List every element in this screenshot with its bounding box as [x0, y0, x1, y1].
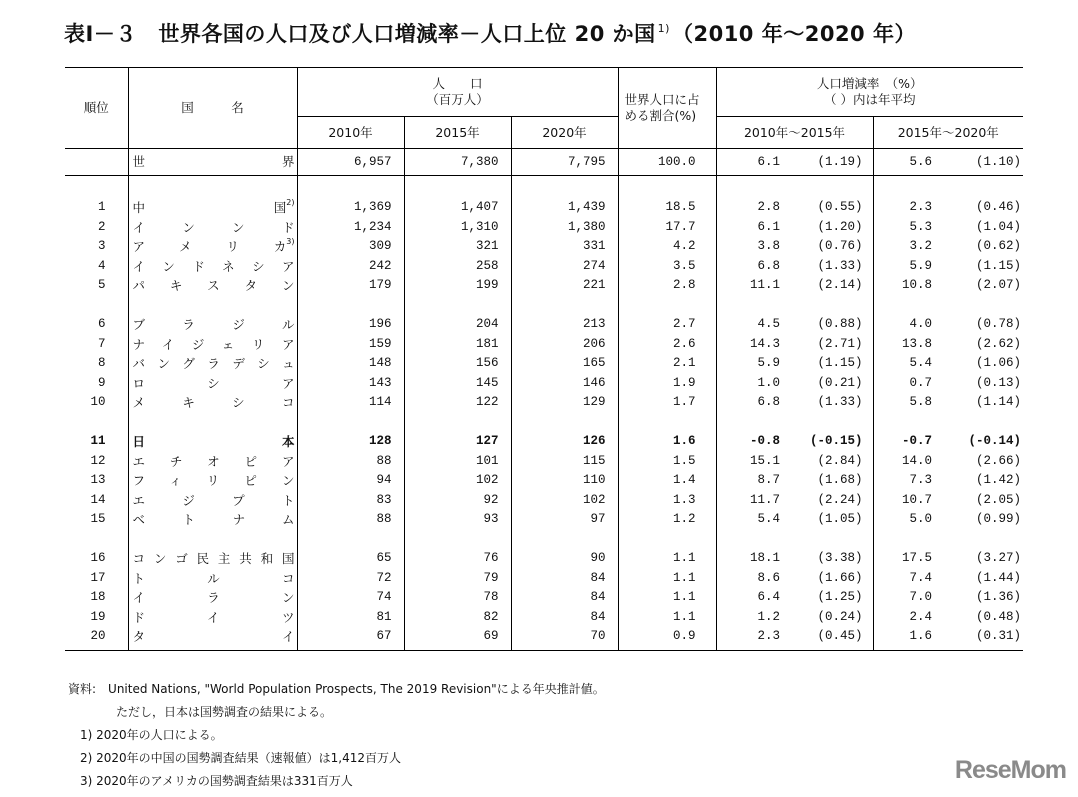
rate-2010-2015-annual: (1.33) [817, 395, 863, 409]
world-share: 1.3 [618, 491, 716, 511]
rate-2015-2020: 14.0 [873, 452, 945, 472]
population-2015: 199 [404, 276, 511, 296]
rate-2015-2020-annual: (1.42) [975, 473, 1021, 487]
rate-2010-2015-annual: (1.33) [817, 258, 863, 273]
header-year-2010: 2010年 [297, 117, 404, 149]
rate-2015-2020-annual: (2.07) [975, 278, 1021, 292]
country-name: ロシア [132, 375, 295, 391]
population-2010: 1,234 [297, 218, 404, 238]
population-2020: 146 [511, 374, 618, 394]
world-share: 1.1 [618, 588, 716, 608]
population-2015: 92 [404, 491, 511, 511]
rate-2015-2020: 10.8 [873, 276, 945, 296]
rate-2015-2020: 17.5 [873, 549, 945, 569]
table-row [65, 315, 1023, 335]
rank-cell [65, 149, 128, 176]
population-2010: 143 [297, 374, 404, 394]
table-row [65, 491, 1023, 511]
rate-2015-2020-annual: (0.48) [975, 609, 1021, 624]
world-share: 0.9 [618, 627, 716, 651]
population-2015: 122 [404, 393, 511, 413]
title-footnote: 1) [657, 22, 670, 35]
world-share: 17.7 [618, 218, 716, 238]
rate-2015-2020-annual: (1.10) [945, 149, 1023, 176]
rate-2015-2020: 5.6 [873, 149, 945, 176]
rate-2010-2015: 15.1 [716, 452, 790, 472]
country-name: パキスタン [132, 278, 295, 293]
rate-2015-2020-annual: (0.99) [975, 512, 1021, 526]
population-2020: 1,380 [511, 218, 618, 238]
population-2010: 65 [297, 549, 404, 569]
country-name-cell [128, 149, 297, 176]
country-name: ナイジェリア [132, 336, 295, 352]
population-2015: 79 [404, 569, 511, 589]
population-2010: 114 [297, 393, 404, 413]
rate-2010-2015: 6.4 [716, 588, 790, 608]
rate-2010-2015-annual: (0.21) [817, 375, 863, 390]
country-name: ドイツ [132, 609, 295, 625]
rank-cell: 3 [97, 239, 106, 253]
population-2010: 242 [297, 257, 404, 277]
rate-2010-2015-annual: (2.84) [817, 453, 863, 468]
population-2020: 84 [511, 608, 618, 628]
population-2015: 93 [404, 510, 511, 530]
population-2020: 129 [511, 393, 618, 413]
rank-cell: 9 [97, 375, 106, 390]
country-footnote: 2) [286, 198, 295, 207]
country-name-cell [128, 393, 297, 413]
rate-2015-2020-annual: (2.66) [975, 453, 1021, 468]
rate-2010-2015: 6.1 [716, 218, 790, 238]
country-name-cell [128, 608, 297, 628]
rate-2015-2020: 5.9 [873, 257, 945, 277]
rate-2010-2015: 6.8 [716, 257, 790, 277]
country-name: エジプト [132, 492, 295, 508]
rate-2010-2015-annual: (1.25) [817, 590, 863, 604]
table-row [65, 218, 1023, 238]
country-name-cell [128, 198, 297, 218]
rank-cell: 18 [90, 590, 106, 604]
country-name-cell [128, 452, 297, 472]
population-2015: 7,380 [404, 149, 511, 176]
rate-2010-2015: 6.8 [716, 393, 790, 413]
population-2010: 128 [297, 432, 404, 452]
world-share: 18.5 [618, 198, 716, 218]
rate-sublabel: （ ）内は年平均 [824, 92, 916, 107]
population-2010: 74 [297, 588, 404, 608]
header-year-2015: 2015年 [404, 117, 511, 149]
population-label: 人 口 [432, 76, 483, 91]
country-name: ブラジル [132, 317, 295, 332]
footnotes [68, 678, 605, 793]
population-2020: 221 [511, 276, 618, 296]
rate-2015-2020-annual: (-0.14) [968, 434, 1021, 448]
population-2020: 126 [511, 432, 618, 452]
rate-2015-2020-annual: (0.13) [975, 375, 1021, 390]
header-population [297, 68, 618, 117]
source-note: 資料: United Nations, "World Population Prospects, The 2019 Revision"による年央推計値。 [68, 682, 605, 696]
country-name-cell [128, 491, 297, 511]
country-name: ベトナム [132, 512, 295, 527]
title-period: （2010 年～2020 年） [671, 22, 916, 46]
population-2010: 72 [297, 569, 404, 589]
resemom-logo: ReseMom [954, 756, 1066, 784]
table-row [65, 354, 1023, 374]
rate-2015-2020: 3.2 [873, 237, 945, 257]
population-2015: 204 [404, 315, 511, 335]
rate-2015-2020: 5.3 [873, 218, 945, 238]
table-row [65, 257, 1023, 277]
rank-cell: 16 [90, 551, 106, 565]
rate-2015-2020-annual: (0.62) [975, 239, 1021, 253]
country-name: アメリカ [132, 239, 287, 254]
header-rate-2010-2015: 2010年～2015年 [716, 117, 873, 149]
population-2015: 69 [404, 627, 511, 651]
country-name: バングラデシュ [132, 356, 295, 371]
rate-2015-2020: 5.8 [873, 393, 945, 413]
population-2015: 127 [404, 432, 511, 452]
rate-2010-2015: 2.3 [716, 627, 790, 651]
header-country: 国 名 [128, 68, 297, 149]
country-name-cell [128, 276, 297, 296]
population-2015: 102 [404, 471, 511, 491]
rate-2010-2015-annual: (1.20) [817, 219, 863, 234]
population-2010: 179 [297, 276, 404, 296]
footnote-2: 2) 2020年の中国の国勢調査結果（速報値）は1,412百万人 [68, 751, 402, 765]
rate-2015-2020-annual: (1.04) [975, 219, 1021, 234]
rate-2010-2015-annual: (0.45) [790, 627, 873, 651]
population-2010: 309 [297, 237, 404, 257]
rate-2010-2015: 1.2 [716, 608, 790, 628]
rate-2015-2020-annual: (0.46) [975, 200, 1021, 214]
country-name: タイ [132, 629, 295, 644]
header-rate-2015-2020: 2015年～2020年 [873, 117, 1023, 149]
rate-2015-2020: 4.0 [873, 315, 945, 335]
world-share: 1.4 [618, 471, 716, 491]
population-table [65, 67, 1023, 651]
rate-2015-2020: 5.4 [873, 354, 945, 374]
population-2015: 1,407 [404, 198, 511, 218]
country-name-cell [128, 315, 297, 335]
table-row [65, 627, 1023, 651]
rate-2010-2015-annual: (2.14) [817, 278, 863, 292]
rate-2010-2015-annual: (2.71) [817, 336, 863, 351]
rate-2010-2015: 8.6 [716, 569, 790, 589]
country-name-cell [128, 569, 297, 589]
population-2020: 97 [511, 510, 618, 530]
world-share: 4.2 [618, 237, 716, 257]
population-2020: 115 [511, 452, 618, 472]
population-2015: 78 [404, 588, 511, 608]
rank-cell: 13 [90, 473, 106, 487]
population-2015: 181 [404, 335, 511, 355]
table-row [65, 374, 1023, 394]
country-name-cell [128, 374, 297, 394]
population-2015: 145 [404, 374, 511, 394]
rate-2015-2020-annual: (3.27) [975, 551, 1021, 565]
country-footnote: 3) [286, 237, 295, 246]
world-share: 3.5 [618, 257, 716, 277]
rate-2010-2015-annual: (1.68) [817, 473, 863, 487]
population-2010: 196 [297, 315, 404, 335]
population-2020: 1,439 [511, 198, 618, 218]
population-2020: 213 [511, 315, 618, 335]
country-name-cell [128, 335, 297, 355]
country-name-cell [128, 471, 297, 491]
world-share: 1.7 [618, 393, 716, 413]
population-2010: 83 [297, 491, 404, 511]
rate-2015-2020: 13.8 [873, 335, 945, 355]
rate-2010-2015: 4.5 [716, 315, 790, 335]
world-share: 2.1 [618, 354, 716, 374]
rank-cell: 20 [65, 627, 128, 651]
table-row [65, 549, 1023, 569]
rate-2015-2020-annual: (0.31) [945, 627, 1023, 651]
rate-2010-2015: 5.9 [716, 354, 790, 374]
population-2020: 331 [511, 237, 618, 257]
table-row [65, 510, 1023, 530]
population-2020: 110 [511, 471, 618, 491]
country-name: イラン [132, 590, 295, 605]
rank-cell: 5 [97, 278, 106, 292]
population-2010: 1,369 [297, 198, 404, 218]
rank-cell: 17 [90, 570, 106, 585]
population-2020: 102 [511, 491, 618, 511]
rate-2015-2020: 1.6 [873, 627, 945, 651]
population-2010: 88 [297, 452, 404, 472]
country-name-cell [128, 627, 297, 651]
rate-2010-2015-annual: (1.19) [790, 149, 873, 176]
population-2015: 76 [404, 549, 511, 569]
country-name-cell [128, 510, 297, 530]
world-share: 2.6 [618, 335, 716, 355]
rate-2010-2015-annual: (-0.15) [809, 434, 863, 448]
rank-cell: 1 [97, 200, 106, 214]
rate-2015-2020-annual: (1.44) [975, 570, 1021, 585]
rate-2010-2015: -0.8 [716, 432, 790, 452]
page-title [64, 18, 916, 48]
world-share: 1.5 [618, 452, 716, 472]
rank-cell: 15 [90, 512, 106, 526]
rate-2010-2015-annual: (2.24) [817, 492, 863, 507]
rate-2010-2015: 11.7 [716, 491, 790, 511]
rate-2010-2015: 2.8 [716, 198, 790, 218]
population-2010: 88 [297, 510, 404, 530]
source-note-japan: ただし，日本は国勢調査の結果による。 [68, 705, 333, 719]
country-name: 世界 [132, 154, 295, 169]
population-2020: 84 [511, 588, 618, 608]
rate-2010-2015-annual: (0.55) [817, 200, 863, 214]
title-text: 表Ⅰ－３ 世界各国の人口及び人口増減率－人口上位 20 か国 [64, 22, 656, 46]
world-share: 100.0 [618, 149, 716, 176]
footnote-3: 3) 2020年のアメリカの国勢調査結果は331百万人 [68, 774, 353, 788]
country-name: 中国 [132, 200, 287, 215]
world-share: 1.6 [618, 432, 716, 452]
table-row [65, 335, 1023, 355]
population-2010: 81 [297, 608, 404, 628]
table-row [65, 276, 1023, 296]
world-share: 1.1 [618, 569, 716, 589]
rate-2015-2020: 7.4 [873, 569, 945, 589]
population-2020: 274 [511, 257, 618, 277]
population-2010: 67 [297, 627, 404, 651]
rate-2010-2015: 11.1 [716, 276, 790, 296]
world-share: 2.8 [618, 276, 716, 296]
rate-2010-2015: 5.4 [716, 510, 790, 530]
rate-2015-2020-annual: (1.36) [975, 590, 1021, 604]
rank-cell: 11 [90, 434, 106, 448]
population-2015: 258 [404, 257, 511, 277]
header-year-2020: 2020年 [511, 117, 618, 149]
country-name-cell [128, 257, 297, 277]
country-name: トルコ [132, 570, 295, 586]
table-row [65, 608, 1023, 628]
rate-2010-2015-annual: (0.24) [817, 609, 863, 624]
population-2015: 321 [404, 237, 511, 257]
rate-2015-2020-annual: (2.05) [975, 492, 1021, 507]
table-body [65, 149, 1023, 651]
population-2015: 1,310 [404, 218, 511, 238]
country-name-cell [128, 588, 297, 608]
rate-2010-2015: 6.1 [716, 149, 790, 176]
rate-2015-2020: 7.0 [873, 588, 945, 608]
rate-2010-2015-annual: (1.66) [817, 570, 863, 585]
population-2020: 7,795 [511, 149, 618, 176]
header-rank: 順位 [65, 68, 128, 149]
population-2020: 84 [511, 569, 618, 589]
header-rate [716, 68, 1023, 117]
rate-2015-2020-annual: (1.14) [975, 395, 1021, 409]
rate-2010-2015-annual: (1.05) [817, 512, 863, 526]
rate-2010-2015: 14.3 [716, 335, 790, 355]
rank-cell: 2 [97, 219, 106, 234]
population-2010: 148 [297, 354, 404, 374]
country-name: フィリピン [132, 473, 295, 488]
rate-2010-2015-annual: (0.88) [817, 317, 863, 331]
rate-2010-2015: 1.0 [716, 374, 790, 394]
table-row [65, 393, 1023, 413]
world-share: 1.1 [618, 549, 716, 569]
population-2010: 159 [297, 335, 404, 355]
rate-2015-2020: 5.0 [873, 510, 945, 530]
country-name: コンゴ民主共和国 [132, 551, 295, 566]
rank-cell: 10 [90, 395, 106, 409]
rate-2010-2015-annual: (0.76) [817, 239, 863, 253]
rank-cell: 6 [97, 317, 106, 331]
rank-cell: 4 [97, 258, 106, 273]
population-2015: 156 [404, 354, 511, 374]
country-name-cell [128, 432, 297, 452]
table-row [65, 198, 1023, 218]
population-unit: （百万人） [426, 92, 489, 107]
country-name-cell [128, 237, 297, 257]
world-share: 1.1 [618, 608, 716, 628]
table-row [65, 569, 1023, 589]
rate-label: 人口増減率 （%） [816, 76, 923, 91]
rate-2015-2020: 7.3 [873, 471, 945, 491]
table-row-world [65, 149, 1023, 176]
rank-cell: 12 [90, 453, 106, 468]
country-name: 日本 [132, 434, 295, 449]
population-2015: 101 [404, 452, 511, 472]
header-share: 世界人口に占める割合(%) [618, 68, 716, 149]
table-row [65, 432, 1023, 452]
population-2010: 6,957 [297, 149, 404, 176]
population-2020: 165 [511, 354, 618, 374]
rate-2015-2020-annual: (1.06) [975, 356, 1021, 370]
table-row [65, 452, 1023, 472]
rank-cell: 19 [90, 609, 106, 624]
country-name-cell [128, 218, 297, 238]
table-row [65, 237, 1023, 257]
rate-2010-2015: 8.7 [716, 471, 790, 491]
population-2010: 94 [297, 471, 404, 491]
rate-2010-2015: 3.8 [716, 237, 790, 257]
country-name: メキシコ [132, 395, 295, 410]
footnote-1: 1) 2020年の人口による。 [68, 728, 223, 742]
world-share: 1.2 [618, 510, 716, 530]
country-name: エチオピア [132, 453, 295, 469]
country-name: インンド [132, 219, 295, 235]
rank-cell: 7 [97, 336, 106, 351]
rate-2015-2020: 0.7 [873, 374, 945, 394]
population-2020: 90 [511, 549, 618, 569]
rate-2010-2015-annual: (1.15) [817, 356, 863, 370]
world-share: 2.7 [618, 315, 716, 335]
world-share: 1.9 [618, 374, 716, 394]
table-row [65, 588, 1023, 608]
rate-2015-2020: 2.4 [873, 608, 945, 628]
rate-2015-2020: -0.7 [873, 432, 945, 452]
rate-2015-2020-annual: (1.15) [975, 258, 1021, 273]
population-2015: 82 [404, 608, 511, 628]
country-name: インドネシア [132, 258, 295, 274]
table-row [65, 471, 1023, 491]
population-2020: 70 [511, 627, 618, 651]
rate-2015-2020: 10.7 [873, 491, 945, 511]
country-name-cell [128, 549, 297, 569]
rank-cell: 14 [90, 492, 106, 507]
rate-2015-2020-annual: (2.62) [975, 336, 1021, 351]
rank-cell: 8 [97, 356, 106, 370]
rate-2010-2015-annual: (3.38) [817, 551, 863, 565]
rate-2010-2015: 18.1 [716, 549, 790, 569]
rate-2015-2020-annual: (0.78) [975, 317, 1021, 331]
country-name-cell [128, 354, 297, 374]
rate-2015-2020: 2.3 [873, 198, 945, 218]
population-2020: 206 [511, 335, 618, 355]
